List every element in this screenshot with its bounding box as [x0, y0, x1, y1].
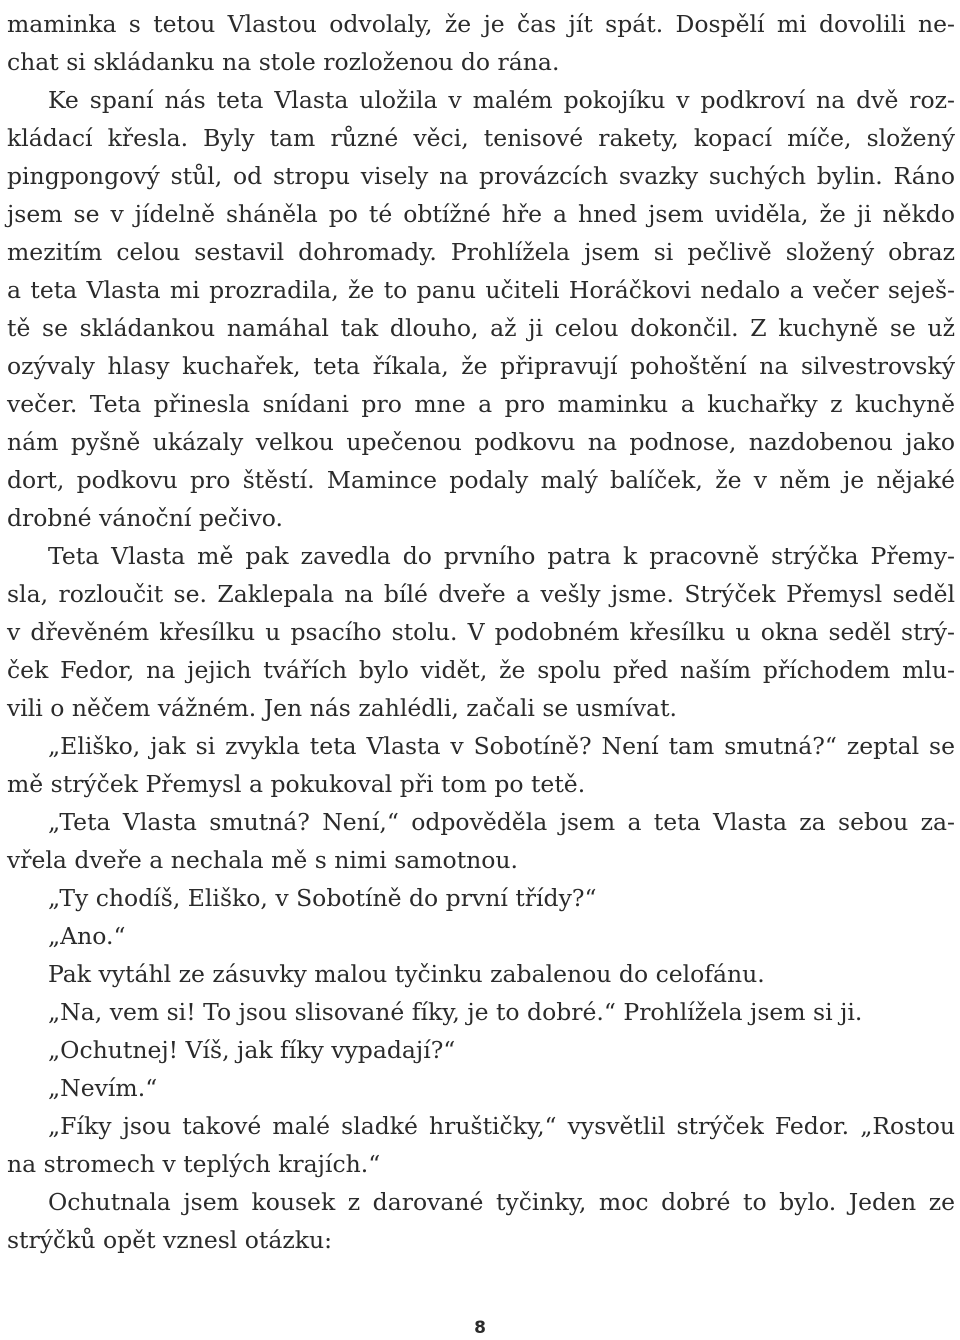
- text-line: „Ty chodíš, Eliško, v Sobotíně do první třídy?“: [48, 884, 597, 912]
- text-line: Ochutnala jsem kousek z darované tyčinky, moc dobré to bylo. Jeden ze: [48, 1188, 955, 1216]
- text-line: nám pyšně ukázaly velkou upečenou podkovu na podnose, nazdobenou jako: [7, 428, 955, 456]
- text-line: dort, podkovu pro štěstí. Mamince podaly malý balíček, že v něm je nějaké: [7, 466, 955, 494]
- text-line: mezitím celou sestavil dohromady. Prohlížela jsem si pečlivě složený obraz: [7, 238, 955, 266]
- text-line: na stromech v teplých krajích.“: [7, 1150, 381, 1178]
- text-line: pingpongový stůl, od stropu visely na provázcích svazky suchých bylin. Ráno: [7, 162, 955, 190]
- text-line: „Na, vem si! To jsou slisované fíky, je to dobré.“ Prohlížela jsem si ji.: [48, 998, 863, 1026]
- text-line: Teta Vlasta mě pak zavedla do prvního patra k pracovně strýčka Přemy-: [48, 542, 955, 570]
- text-line: večer. Teta přinesla snídani pro mne a pro maminku a kuchařky z kuchyně: [7, 390, 955, 418]
- text-line: ček Fedor, na jejich tvářích bylo vidět, že spolu před naším příchodem mlu-: [7, 656, 955, 684]
- text-line: v dřevěném křesílku u psacího stolu. V podobném křesílku u okna seděl strý-: [7, 618, 955, 646]
- text-line: vili o něčem vážném. Jen nás zahlédli, začali se usmívat.: [7, 694, 677, 722]
- page-number: 8: [474, 1318, 486, 1338]
- text-line: tě se skládankou namáhal tak dlouho, až ji celou dokončil. Z kuchyně se už: [7, 314, 955, 342]
- text-line: a teta Vlasta mi prozradila, že to panu učiteli Horáčkovi nedalo a večer seješ-: [7, 276, 955, 304]
- text-line: strýčků opět vznesl otázku:: [7, 1226, 333, 1254]
- text-line: sla, rozloučit se. Zaklepala na bílé dveře a vešly jsme. Strýček Přemysl seděl: [7, 580, 955, 608]
- text-line: jsem se v jídelně sháněla po té obtížné hře a hned jsem uviděla, že ji někdo: [7, 200, 955, 228]
- text-line: „Teta Vlasta smutná? Není,“ odpověděla jsem a teta Vlasta za sebou za-: [48, 808, 955, 836]
- text-line: „Fíky jsou takové malé sladké hruštičky,“ vysvětlil strýček Fedor. „Rostou: [48, 1112, 955, 1140]
- text-line: kládací křesla. Byly tam různé věci, tenisové rakety, kopací míče, složený: [7, 124, 955, 152]
- text-line: „Nevím.“: [48, 1074, 158, 1102]
- text-line: drobné vánoční pečivo.: [7, 504, 283, 532]
- text-line: chat si skládanku na stole rozloženou do rána.: [7, 48, 560, 76]
- text-line: maminka s tetou Vlastou odvolaly, že je čas jít spát. Dospělí mi dovolili ne-: [7, 10, 955, 38]
- text-line: vřela dveře a nechala mě s nimi samotnou.: [7, 846, 519, 874]
- text-line: „Ano.“: [48, 922, 126, 950]
- text-line: Pak vytáhl ze zásuvky malou tyčinku zabalenou do celofánu.: [48, 960, 765, 988]
- text-line: ozývaly hlasy kuchařek, teta říkala, že připravují pohoštění na silvestrovský: [7, 352, 955, 380]
- text-line: „Ochutnej! Víš, jak fíky vypadají?“: [48, 1036, 456, 1064]
- text-line: „Eliško, jak si zvykla teta Vlasta v Sobotíně? Není tam smutná?“ zeptal se: [48, 732, 955, 760]
- text-line: mě strýček Přemysl a pokukoval při tom po tetě.: [7, 770, 586, 798]
- text-line: Ke spaní nás teta Vlasta uložila v malém pokojíku v podkroví na dvě roz-: [48, 86, 955, 114]
